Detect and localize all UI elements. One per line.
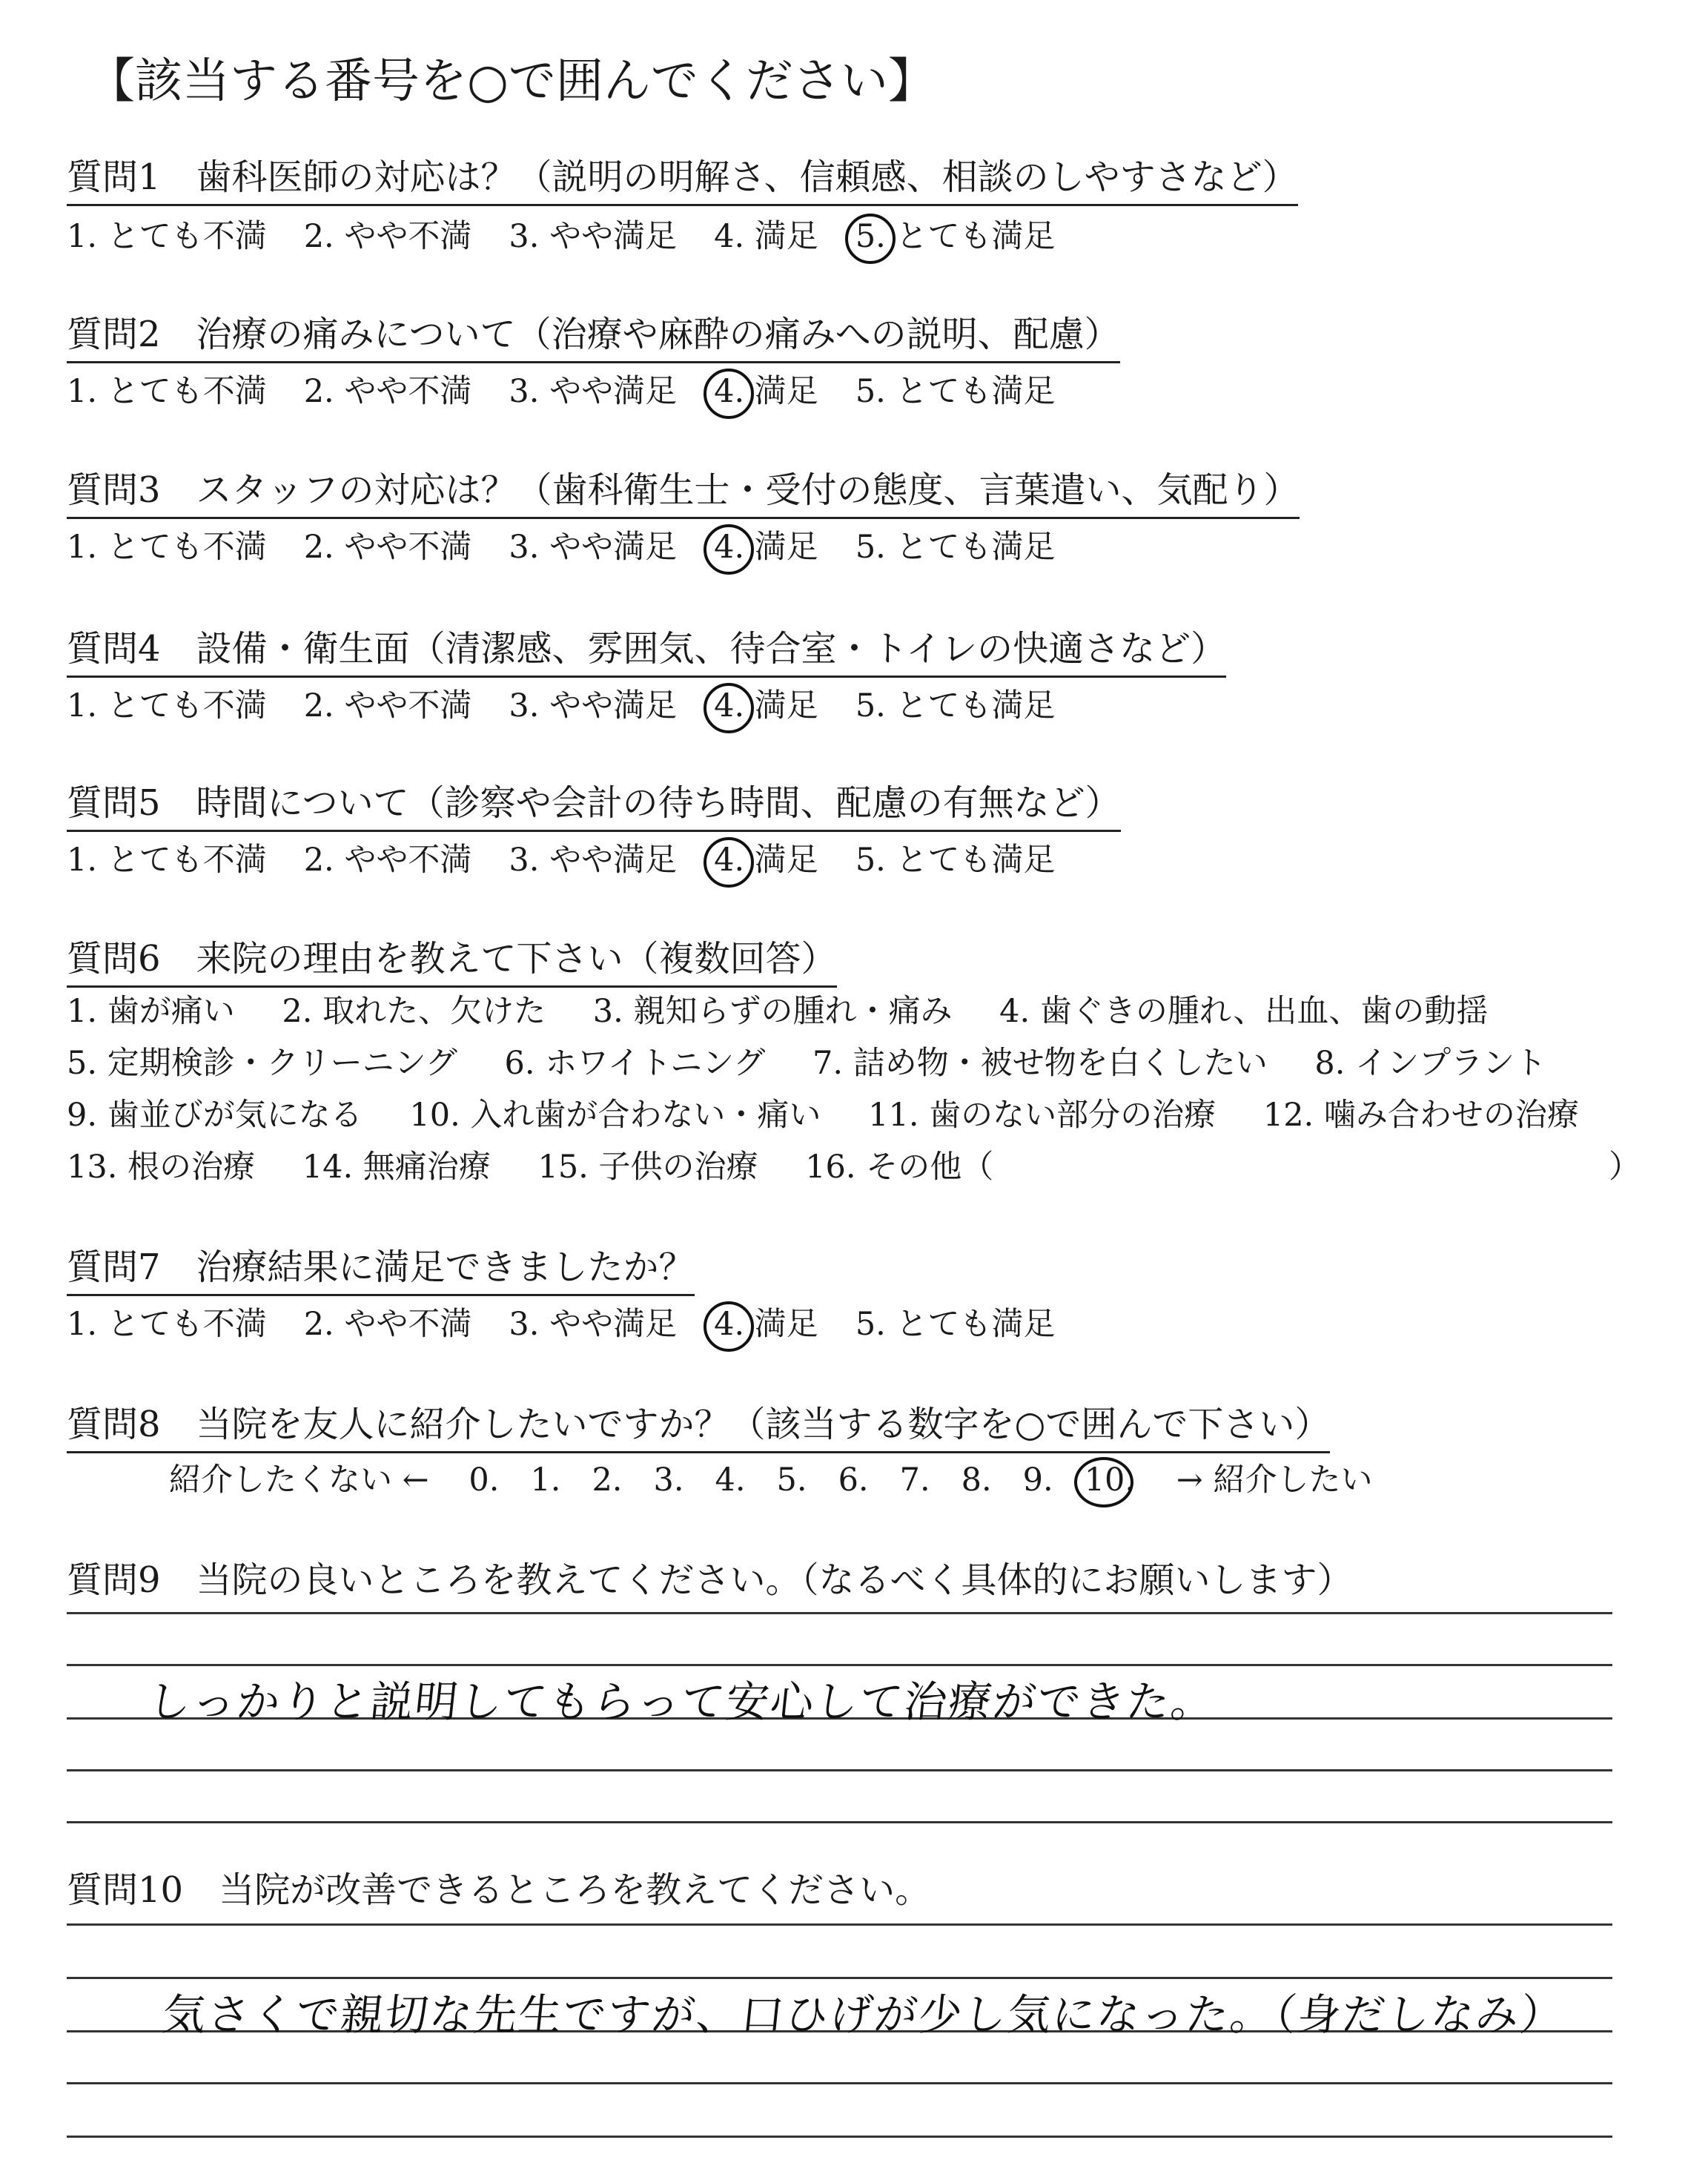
- question-1-options: [67, 211, 1093, 257]
- option-label: とても満足: [885, 687, 1056, 724]
- question-3-options: [67, 522, 1093, 567]
- option-number: 5.: [855, 373, 886, 410]
- q6-option-6[interactable]: 6. ホワイトニング: [504, 1045, 766, 1082]
- answer-line: [67, 1977, 1612, 1979]
- option-label: 満足: [744, 687, 818, 724]
- question-4-heading: 質問4 設備・衛生面（清潔感、雰囲気、待合室・トイレの快適さなど）: [67, 620, 1226, 678]
- q3-option-1[interactable]: [67, 522, 267, 567]
- q2-option-1[interactable]: [67, 366, 267, 412]
- q7-option-2[interactable]: [304, 1299, 472, 1344]
- q3-option-5[interactable]: [855, 522, 1056, 567]
- option-label: 満足: [744, 1306, 818, 1343]
- option-label: やや不満: [334, 373, 472, 410]
- q1-option-1[interactable]: [67, 211, 267, 257]
- option-label: とても満足: [885, 842, 1056, 879]
- option-number: 4.: [714, 842, 745, 879]
- option-label: やや満足: [539, 1306, 678, 1343]
- q6-other-close-paren: ）: [1609, 1149, 1641, 1186]
- q6-option-2[interactable]: 2. 取れた、欠けた: [282, 993, 546, 1030]
- option-number: 5.: [855, 1306, 886, 1343]
- q6-option-5[interactable]: 5. 定期検診・クリーニング: [67, 1045, 457, 1082]
- q6-option-16[interactable]: 16. その他（: [805, 1149, 994, 1186]
- q5-option-3[interactable]: [509, 835, 677, 880]
- question-7-heading: 質問7 治療結果に満足できましたか？: [67, 1238, 695, 1296]
- q1-option-2[interactable]: [304, 211, 472, 257]
- option-label: やや不満: [334, 687, 472, 724]
- q8-option-1[interactable]: 1.: [530, 1462, 561, 1499]
- q5-option-1[interactable]: [67, 835, 267, 880]
- option-label: とても満足: [885, 373, 1056, 410]
- q3-option-3[interactable]: [509, 522, 677, 567]
- question-6-row-1: [67, 986, 1525, 1031]
- q9-handwritten-answer: しっかりと説明してもらって安心して治療ができた。: [145, 1677, 1219, 1727]
- option-number: 3.: [509, 842, 540, 879]
- q1-option-5[interactable]: [855, 211, 1056, 257]
- q8-option-6[interactable]: 6.: [838, 1462, 869, 1499]
- option-label: 満足: [744, 373, 818, 410]
- option-number: 3.: [509, 1306, 540, 1343]
- q8-option-8[interactable]: 8.: [961, 1462, 992, 1499]
- option-number: 3.: [509, 687, 540, 724]
- q5-option-5[interactable]: [855, 835, 1056, 880]
- question-2-options: [67, 366, 1093, 412]
- q1-option-3[interactable]: [509, 211, 677, 257]
- option-number: 3.: [509, 373, 540, 410]
- option-label: やや満足: [539, 529, 678, 566]
- q7-option-1[interactable]: [67, 1299, 267, 1344]
- q6-option-15[interactable]: 15. 子供の治療: [537, 1149, 758, 1186]
- option-label: とても満足: [885, 529, 1056, 566]
- answer-line: [67, 1769, 1612, 1771]
- answer-line: [67, 1664, 1612, 1666]
- option-label: とても不満: [97, 842, 267, 879]
- q5-option-2[interactable]: [304, 835, 472, 880]
- q6-option-13[interactable]: 13. 根の治療: [67, 1149, 256, 1186]
- q6-option-12[interactable]: 12. 噛み合わせの治療: [1262, 1097, 1579, 1134]
- option-label: とても不満: [97, 1306, 267, 1343]
- option-label: やや満足: [539, 842, 678, 879]
- option-number: 1.: [67, 1306, 98, 1343]
- q3-option-2[interactable]: [304, 522, 472, 567]
- q4-option-4[interactable]: [714, 681, 818, 726]
- option-label: やや不満: [334, 1306, 472, 1343]
- question-6-row-3: [67, 1090, 1616, 1135]
- option-label: とても不満: [97, 687, 267, 724]
- question-8-scale: [169, 1455, 1372, 1500]
- option-number: 1.: [67, 529, 98, 566]
- q8-option-2[interactable]: 2.: [592, 1462, 623, 1499]
- q8-right-label: → 紹介したい: [1176, 1462, 1373, 1499]
- option-number: 2.: [303, 218, 334, 255]
- option-number: 2.: [303, 373, 334, 410]
- q8-scale-values: [469, 1462, 1166, 1499]
- q8-option-4[interactable]: 4.: [715, 1462, 746, 1499]
- option-number: 1.: [67, 842, 98, 879]
- option-label: とても不満: [97, 373, 267, 410]
- option-label: やや満足: [539, 373, 678, 410]
- question-5-options: [67, 835, 1093, 880]
- question-10-heading: 質問10 当院が改善できるところを教えてください。: [67, 1869, 931, 1911]
- option-label: 満足: [744, 218, 818, 255]
- question-5-heading: 質問5 時間について（診察や会計の待ち時間、配慮の有無など）: [67, 774, 1121, 832]
- option-label: とても不満: [97, 218, 267, 255]
- option-number: 2.: [303, 687, 334, 724]
- q4-option-3[interactable]: [509, 681, 677, 726]
- option-label: 満足: [744, 529, 818, 566]
- question-7-options: [67, 1299, 1093, 1344]
- q4-option-2[interactable]: [304, 681, 472, 726]
- option-label: やや不満: [334, 842, 472, 879]
- option-number: 5.: [855, 842, 886, 879]
- option-number: 2.: [303, 842, 334, 879]
- q4-option-1[interactable]: [67, 681, 267, 726]
- option-label: とても不満: [97, 529, 267, 566]
- question-8-heading: 質問8 当院を友人に紹介したいですか？（該当する数字を○で囲んで下さい）: [67, 1396, 1330, 1453]
- option-number: 2.: [303, 1306, 334, 1343]
- q7-option-3[interactable]: [509, 1299, 677, 1344]
- q4-option-5[interactable]: [855, 681, 1056, 726]
- q6-option-8[interactable]: 8. インプラント: [1314, 1045, 1547, 1082]
- q8-option-10[interactable]: 10.: [1084, 1462, 1136, 1499]
- answer-line: [67, 2082, 1612, 2084]
- option-number: 1.: [67, 218, 98, 255]
- q6-option-3[interactable]: 3. 親知らずの腫れ・痛み: [592, 993, 953, 1030]
- q6-option-10[interactable]: 10. 入れ歯が合わない・痛い: [409, 1097, 821, 1134]
- q10-handwritten-answer: 気さくで親切な先生ですが、口ひげが少し気になった。（身だしなみ）: [159, 1989, 1568, 2040]
- question-6-row-4: [67, 1142, 1030, 1187]
- answer-line: [67, 2136, 1612, 2138]
- q2-option-5[interactable]: [855, 366, 1056, 412]
- question-4-options: [67, 681, 1093, 726]
- q8-option-5[interactable]: 5.: [776, 1462, 807, 1499]
- option-number: 3.: [509, 529, 540, 566]
- question-1-heading: 質問1 歯科医師の対応は？（説明の明解さ、信頼感、相談のしやすさなど）: [67, 148, 1298, 206]
- q6-option-9[interactable]: 9. 歯並びが気になる: [67, 1097, 363, 1134]
- option-number: 2.: [303, 529, 334, 566]
- q3-option-4[interactable]: [714, 522, 818, 567]
- q1-option-4[interactable]: [714, 211, 818, 257]
- q8-left-label: 紹介したくない ←: [169, 1462, 429, 1499]
- q6-option-7[interactable]: 7. 詰め物・被せ物を白くしたい: [812, 1045, 1268, 1082]
- option-number: 5.: [855, 687, 886, 724]
- option-label: やや不満: [334, 529, 472, 566]
- page-title: 【該当する番号を○で囲んでください】: [87, 54, 936, 109]
- q8-option-9[interactable]: 9.: [1022, 1462, 1053, 1499]
- option-number: 4.: [714, 1306, 745, 1343]
- q6-option-1[interactable]: 1. 歯が痛い: [67, 993, 235, 1030]
- q6-option-14[interactable]: 14. 無痛治療: [302, 1149, 491, 1186]
- option-label: とても満足: [885, 218, 1056, 255]
- option-label: とても満足: [885, 1306, 1056, 1343]
- q7-option-4[interactable]: [714, 1299, 818, 1344]
- option-number: 4.: [714, 218, 745, 255]
- q8-option-0[interactable]: 0.: [469, 1462, 500, 1499]
- q2-option-3[interactable]: [509, 366, 677, 412]
- question-9-heading: 質問9 当院の良いところを教えてください。（なるべく具体的にお願いします）: [67, 1559, 1353, 1601]
- option-number: 1.: [67, 373, 98, 410]
- option-number: 4.: [714, 687, 745, 724]
- q8-option-3[interactable]: 3.: [653, 1462, 684, 1499]
- option-number: 3.: [509, 218, 540, 255]
- q2-option-4[interactable]: [714, 366, 818, 412]
- q2-option-2[interactable]: [304, 366, 472, 412]
- answer-line: [67, 1612, 1612, 1614]
- option-label: 満足: [744, 842, 818, 879]
- q6-option-11[interactable]: 11. 歯のない部分の治療: [868, 1097, 1217, 1134]
- q7-option-5[interactable]: [855, 1299, 1056, 1344]
- q5-option-4[interactable]: [714, 835, 818, 880]
- option-number: 5.: [855, 529, 886, 566]
- option-label: やや不満: [334, 218, 472, 255]
- question-3-heading: 質問3 スタッフの対応は？（歯科衛生士・受付の態度、言葉遣い、気配り）: [67, 461, 1300, 519]
- option-label: やや満足: [539, 218, 678, 255]
- question-6-heading: 質問6 来院の理由を教えて下さい（複数回答）: [67, 930, 837, 988]
- option-number: 1.: [67, 687, 98, 724]
- answer-line: [67, 1923, 1612, 1926]
- option-number: 5.: [855, 218, 886, 255]
- option-number: 4.: [714, 529, 745, 566]
- q6-option-4[interactable]: 4. 歯ぐきの腫れ、出血、歯の動揺: [999, 993, 1489, 1030]
- answer-line: [67, 1821, 1612, 1823]
- question-2-heading: 質問2 治療の痛みについて（治療や麻酔の痛みへの説明、配慮）: [67, 305, 1120, 363]
- option-number: 4.: [714, 373, 745, 410]
- q8-option-7[interactable]: 7.: [899, 1462, 930, 1499]
- option-label: やや満足: [539, 687, 678, 724]
- question-6-row-2: [67, 1038, 1583, 1083]
